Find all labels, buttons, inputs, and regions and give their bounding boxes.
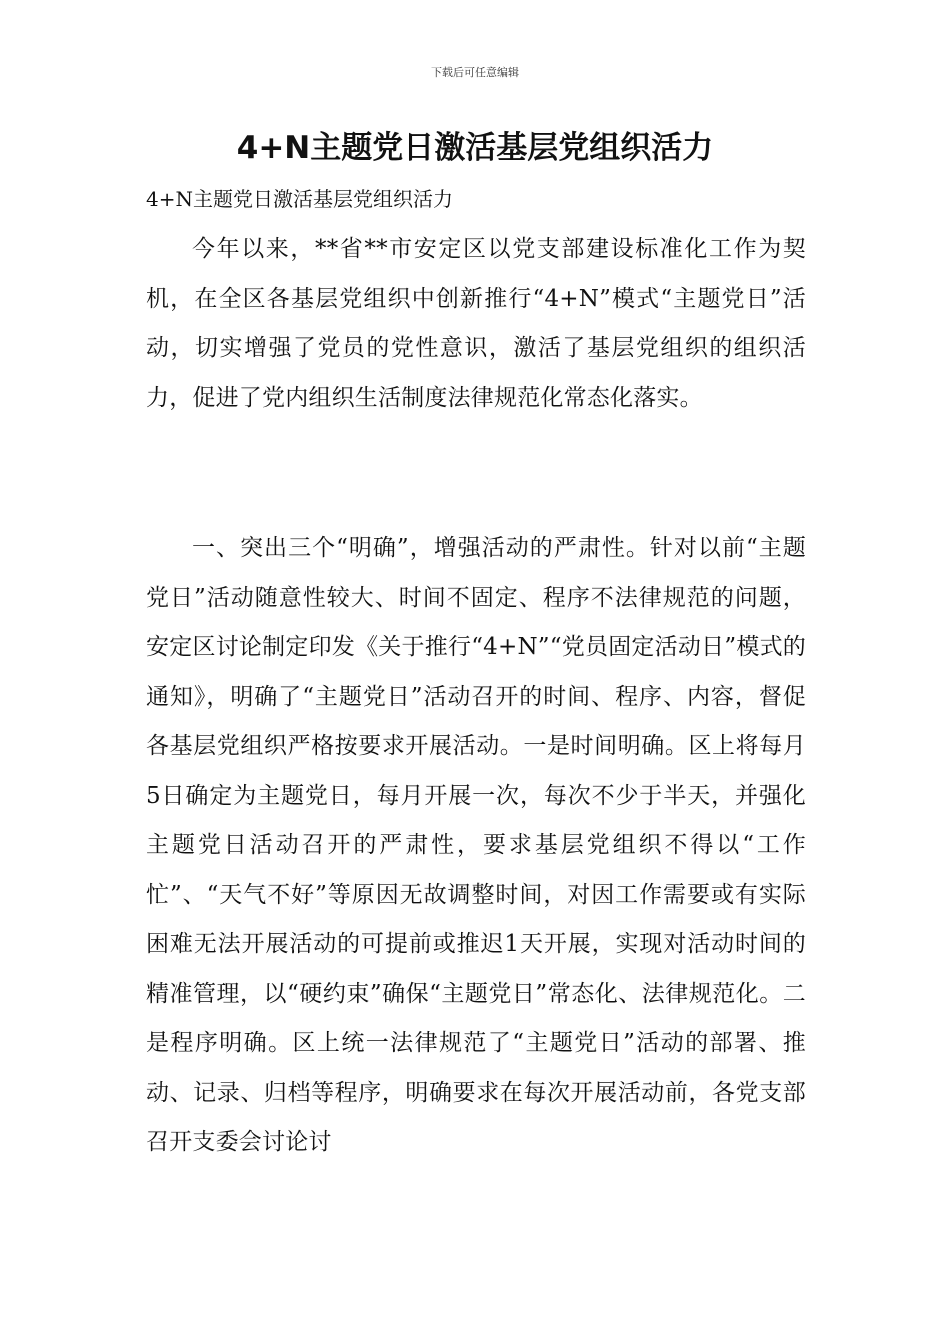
document-subtitle: 4+N主题党日激活基层党组织活力 [146, 187, 453, 211]
body-paragraph-section-one: 一、突出三个“明确”，增强活动的严肃性。针对以前“主题党日”活动随意性较大、时间不固定、程序不法律规范的问题，安定区讨论制定印发《关于推行“4+N”“党员固定活动日”模式的通知》，明确了“主题党日”活动召开的时间、程序、内容，督促各基层党组织严格按要求开展活动。一是时间明确。区上将每月5日确定为主题党日，每月开展一次，每次不少于半天，并强化主题党日活动召开的严肃性，要求基层党组织不得以“工作忙”、“天气不好”等原因无故调整时间，对因工作需要或有实际困难无法开展活动的可提前或推迟1天开展，实现对活动时间的精准管理，以“硬约束”确保“主题党日”常态化、法律规范化。二是程序明确。区上统一法律规范了“主题党日”活动的部署、推动、记录、归档等程序，明确要求在每次开展活动前，各党支部召开支委会讨论讨 [146, 535, 806, 1155]
header-note: 下载后可任意编辑 [431, 66, 519, 79]
document-title: 4+N主题党日激活基层党组织活力 [236, 130, 714, 166]
body-paragraph-intro: 今年以来，**省**市安定区以党支部建设标准化工作为契机，在全区各基层党组织中创新推行“4+N”模式“主题党日”活动，切实增强了党员的党性意识，激活了基层党组织的组织活力，促进了党内组织生活制度法律规范化常态化落实。 [146, 236, 806, 411]
